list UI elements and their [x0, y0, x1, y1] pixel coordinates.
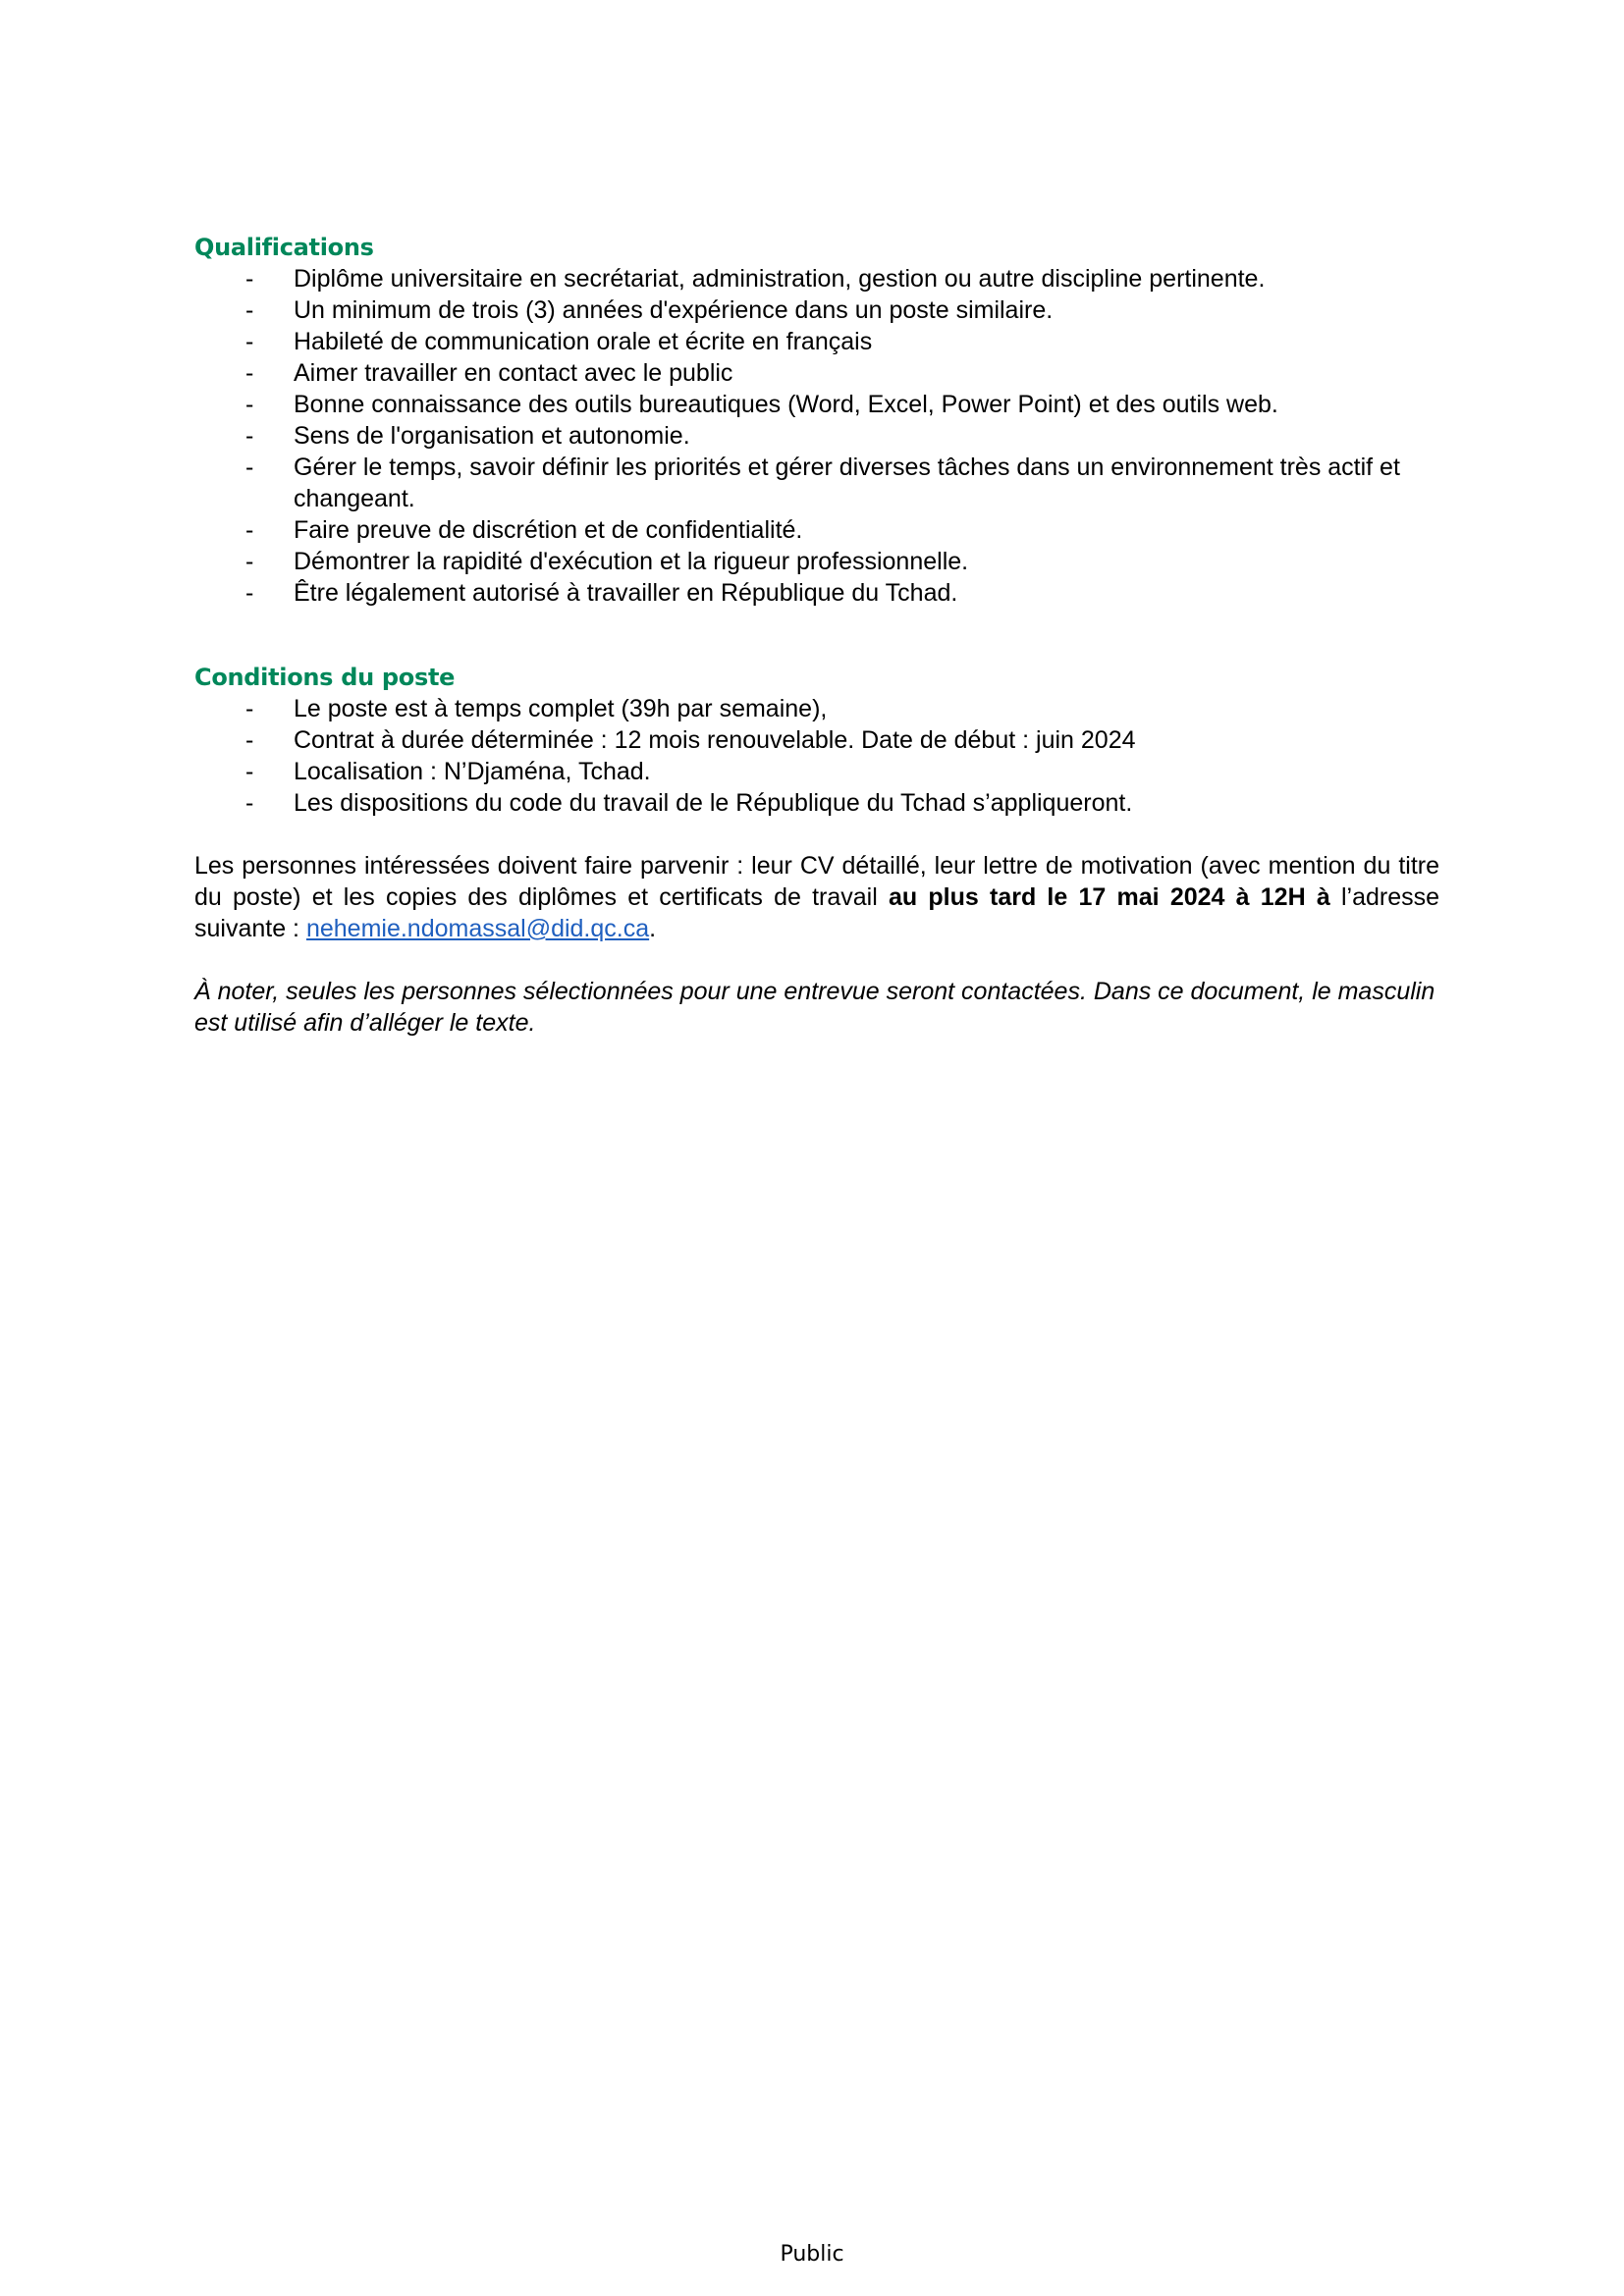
list-item-text: Démontrer la rapidité d'exécution et la rigueur professionnelle. — [294, 548, 969, 575]
list-item — [194, 389, 1439, 420]
bullet-dash: - — [245, 296, 254, 324]
list-item-text: Sens de l'organisation et autonomie. — [294, 422, 690, 450]
application-text: Les personnes intéressées doivent faire parvenir : leur CV détaillé, leur lettre de motivation (avec mention du titre du poste) et les copies des diplômes et certificats de travail — [194, 852, 1439, 911]
bullet-dash: - — [245, 789, 254, 817]
list-item-text: Aimer travailler en contact avec le public — [294, 359, 733, 387]
list-item — [194, 294, 1439, 326]
bullet-dash: - — [245, 328, 254, 355]
address-intro-text: l’adresse suivante : — [194, 883, 1440, 942]
list-item-text: Faire preuve de discrétion et de confidentialité. — [294, 516, 803, 544]
list-item — [194, 420, 1439, 452]
list-item-text: Bonne connaissance des outils bureautiques (Word, Excel, Power Point) et des outils web. — [294, 391, 1278, 418]
section-spacer — [194, 609, 1439, 662]
list-item — [194, 263, 1439, 294]
footer-classification: Public — [780, 2242, 844, 2267]
bullet-dash: - — [245, 391, 254, 418]
deadline-text: au plus tard le 17 mai 2024 à 12H à — [889, 883, 1330, 911]
bullet-dash: - — [245, 758, 254, 785]
bullet-dash: - — [245, 359, 254, 387]
list-item-text: Le poste est à temps complet (39h par semaine), — [294, 695, 828, 722]
bullet-dash: - — [245, 516, 254, 544]
list-item — [194, 452, 1439, 514]
list-item-text: Gérer le temps, savoir définir les priorités et gérer diverses tâches dans un environnement très actif et changeant. — [294, 454, 1400, 512]
qualifications-heading: Qualifications — [194, 234, 374, 261]
list-item-text: Être légalement autorisé à travailler en République du Tchad. — [294, 579, 958, 607]
list-item-text: Un minimum de trois (3) années d'expérience dans un poste similaire. — [294, 296, 1054, 324]
list-item — [194, 724, 1439, 756]
list-item — [194, 693, 1439, 724]
list-item — [194, 546, 1439, 577]
application-paragraph — [194, 850, 1439, 944]
list-item-text: Les dispositions du code du travail de le République du Tchad s’appliqueront. — [294, 789, 1133, 817]
email-link[interactable]: nehemie.ndomassal@did.qc.ca — [305, 915, 650, 942]
bullet-dash: - — [245, 422, 254, 450]
conditions-list — [194, 693, 1439, 819]
list-item-text: Diplôme universitaire en secrétariat, administration, gestion ou autre discipline pertinente. — [294, 265, 1266, 293]
paragraph-end: . — [649, 915, 657, 942]
document-body — [194, 232, 1439, 1039]
list-item — [194, 787, 1439, 819]
list-item-text: Contrat à durée déterminée : 12 mois renouvelable. Date de début : juin 2024 — [294, 726, 1136, 754]
list-item — [194, 577, 1439, 609]
bullet-dash: - — [245, 695, 254, 722]
bullet-dash: - — [245, 548, 254, 575]
bullet-dash: - — [245, 454, 254, 481]
qualifications-list — [194, 263, 1439, 609]
bullet-dash: - — [245, 579, 254, 607]
list-item-text: Localisation : N’Djaména, Tchad. — [294, 758, 651, 785]
list-item-text: Habileté de communication orale et écrite en français — [294, 328, 873, 355]
list-item — [194, 326, 1439, 357]
conditions-heading: Conditions du poste — [194, 664, 456, 691]
note-paragraph: À noter, seules les personnes sélectionnées pour une entrevue seront contactées. Dans ce document, le masculin est utilisé afin d’alléger le texte. — [194, 978, 1435, 1037]
bullet-dash: - — [245, 265, 254, 293]
list-item — [194, 514, 1439, 546]
paragraph-spacer — [194, 944, 1439, 976]
bullet-dash: - — [245, 726, 254, 754]
paragraph-spacer — [194, 819, 1439, 850]
list-item — [194, 756, 1439, 787]
list-item — [194, 357, 1439, 389]
